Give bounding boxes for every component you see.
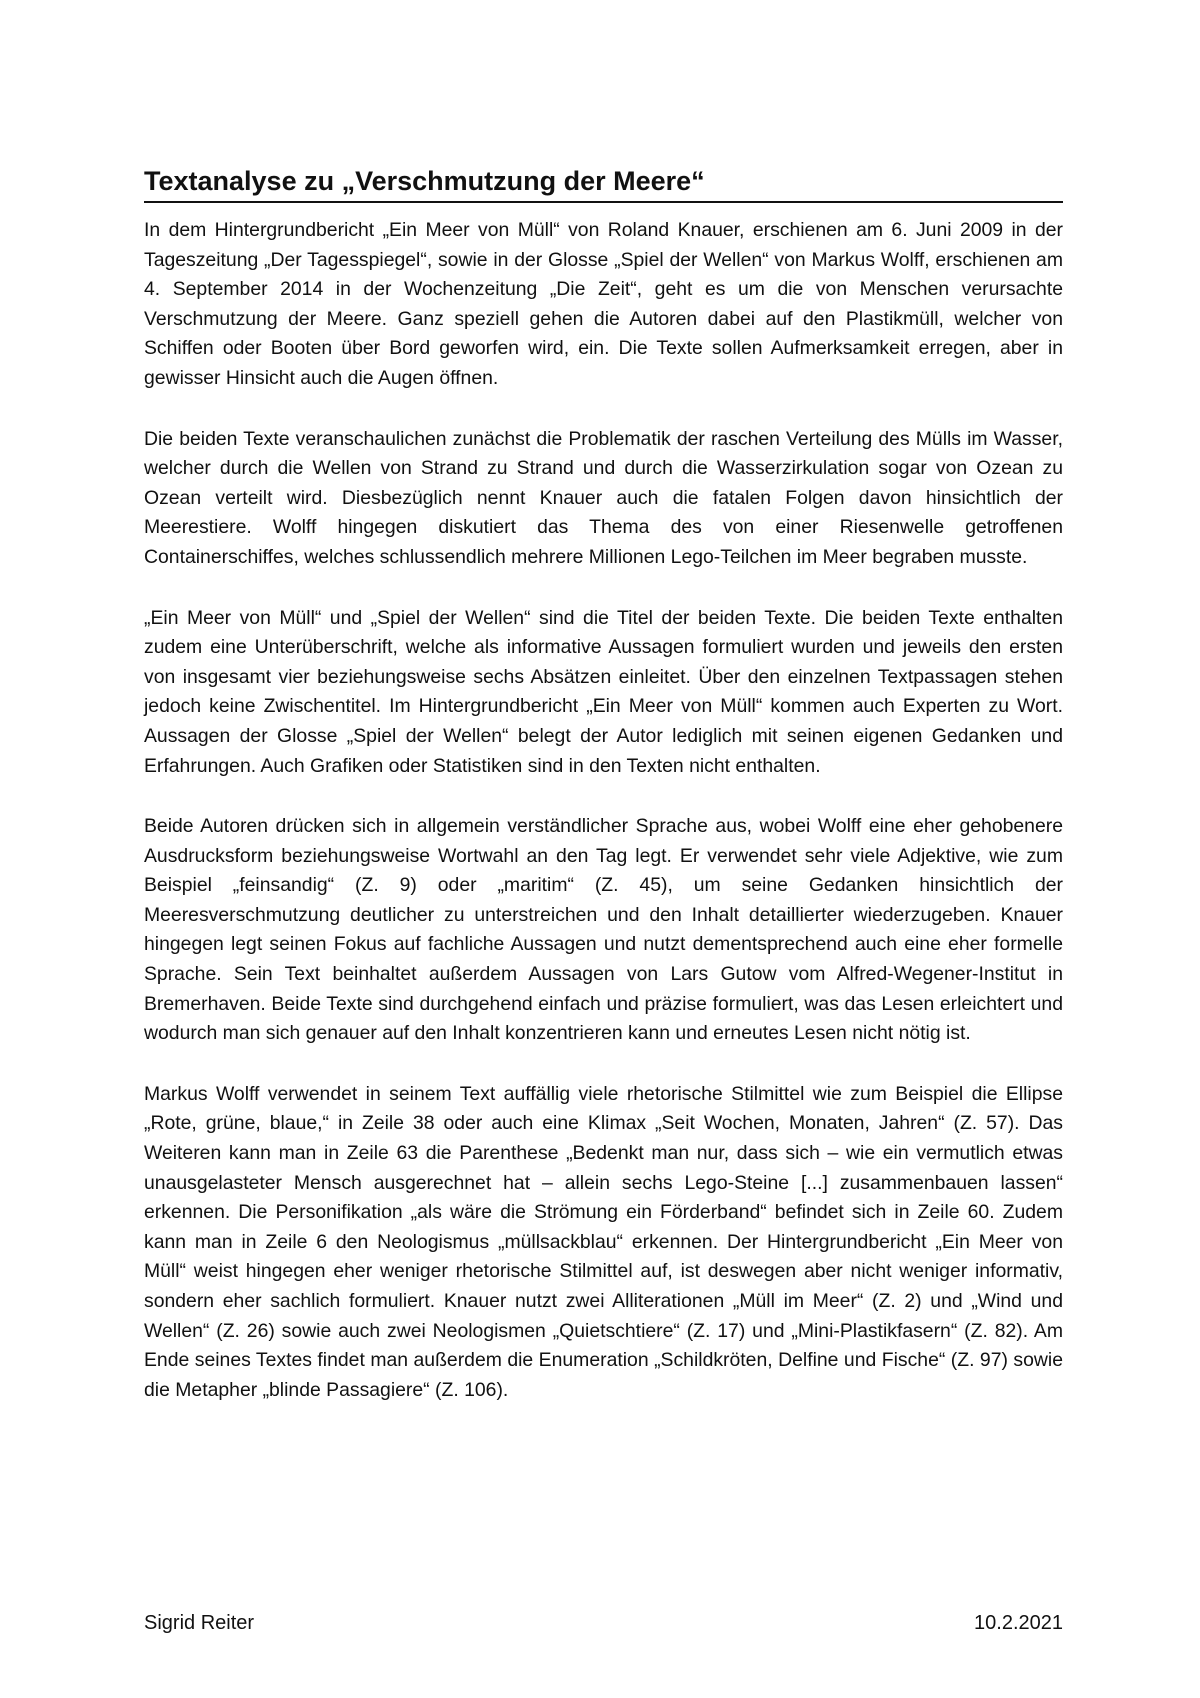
paragraph-content: Die beiden Texte veranschaulichen zunächst die Problematik der raschen Verteilung des Mülls im Wasser, welcher durch die Wellen von Strand zu Strand und durch die Wasserzirkulation sogar von Ozean zu Ozean verteilt wird. Diesbezüglich nennt Knauer auch die fatalen Folgen davon hinsichtlich der Meerestiere. Wolff hingegen diskutiert das Thema des von einer Riesenwelle getroffenen Containerschiffes, welches schlussendlich mehrere Millionen Lego-Teilchen im Meer begraben musste. [144,427,1063,568]
page-title: Textanalyse zu „Verschmutzung der Meere“ [144,163,1063,203]
document-page [144,0,1063,1698]
footer-author: Sigrid Reiter [144,1612,255,1634]
paragraph-stylistic-devices: Markus Wolff verwendet in seinem Text auffällig viele rhetorische Stilmittel wie zum Beispiel die Ellipse „Rote, grüne, blaue,“ in Zeile 38 oder auch eine Klimax „Seit Wochen, Monaten, Jahren“ (Z. 57). Das Weiteren kann man in Zeile 63 die Parenthese „Bedenkt man nur, dass sich – wie ein vermutlich etwas unausgelasteter Mensch ausgerechnet hat – allein sechs Lego-Steine [...] zusammenbauen lassen“ erkennen. Die Personifikation „als wäre die Strömung ein Förderband“ befindet sich in Zeile 60. Zudem kann man in Zeile 6 den Neologismus „müllsackblau“ erkennen. Der Hintergrundbericht „Ein Meer von Müll“ weist hingegen eher weniger rhetorische Stilmittel auf, ist deswegen aber nicht weniger informativ, sondern eher sachlich formuliert. Knauer nutzt zwei Alliterationen „Müll im Meer“ (Z. 2) und „Wind und Wellen“ (Z. 26) sowie auch zwei Neologismen „Quietschtiere“ (Z. 17) und „Mini-Plastikfasern“ (Z. 82). Am Ende seines Textes findet man außerdem die Enumeration „Schildkröten, Delfine und Fische“ (Z. 97) sowie die Metapher „blinde Passagiere“ (Z. 106). [144,1082,1063,1401]
paragraph-structure: „Ein Meer von Müll“ und „Spiel der Wellen“ sind die Titel der beiden Texte. Die beiden Texte enthalten zudem eine Unterüberschrift, welche als informative Aussagen formuliert wurden und jeweils den ersten von insgesamt vier beziehungsweise sechs Absätzen einleitet. Über den einzelnen Textpassagen stehen jedoch keine Zwischentitel. Im Hintergrundbericht „Ein Meer von Müll“ kommen auch Experten zu Wort. Aussagen der Glosse „Spiel der Wellen“ belegt der Autor lediglich mit seinen eigenen Gedanken und Erfahrungen. Auch Grafiken oder Statistiken sind in den Texten nicht enthalten. [144,606,1063,777]
footer-date: 10.2.2021 [974,1612,1063,1634]
paragraph-language: Beide Autoren drücken sich in allgemein verständlicher Sprache aus, wobei Wolff eine eher gehobenere Ausdrucksform beziehungsweise Wortwahl an den Tag legt. Er verwendet sehr viele Adjektive, wie zum Beispiel „feinsandig“ (Z. 9) oder „maritim“ (Z. 45), um seine Gedanken hinsichtlich der Meeresverschmutzung deutlicher zu unterstreichen und den Inhalt detaillierter wiederzugeben. Knauer hingegen legt seinen Fokus auf fachliche Aussagen und nutzt dementsprechend auch eine eher formelle Sprache. Sein Text beinhaltet außerdem Aussagen von Lars Gutow vom Alfred-Wegener-Institut in Bremerhaven. Beide Texte sind durchgehend einfach und präzise formuliert, was das Lesen erleichtert und wodurch man sich genauer auf den Inhalt konzentrieren kann und erneutes Lesen nicht nötig ist. [144,815,1063,1045]
paragraph-introduction: In dem Hintergrundbericht „Ein Meer von Müll“ von Roland Knauer, erschienen am 6. Juni 2009 in der Tageszeitung „Der Tagesspiegel“, sowie in der Glosse „Spiel der Wellen“ von Markus Wolff, erschienen am 4. September 2014 in der Wochenzeitung „Die Zeit“, geht es um die von Menschen verursachte Verschmutzung der Meere. Ganz speziell gehen die Autoren dabei auf den Plastikmüll, welcher von Schiffen oder Booten über Bord geworfen wird, ein. Die Texte sollen Aufmerksamkeit erregen, aber in gewisser Hinsicht auch die Augen öffnen. [144,219,1063,389]
document-body [144,216,1063,1436]
